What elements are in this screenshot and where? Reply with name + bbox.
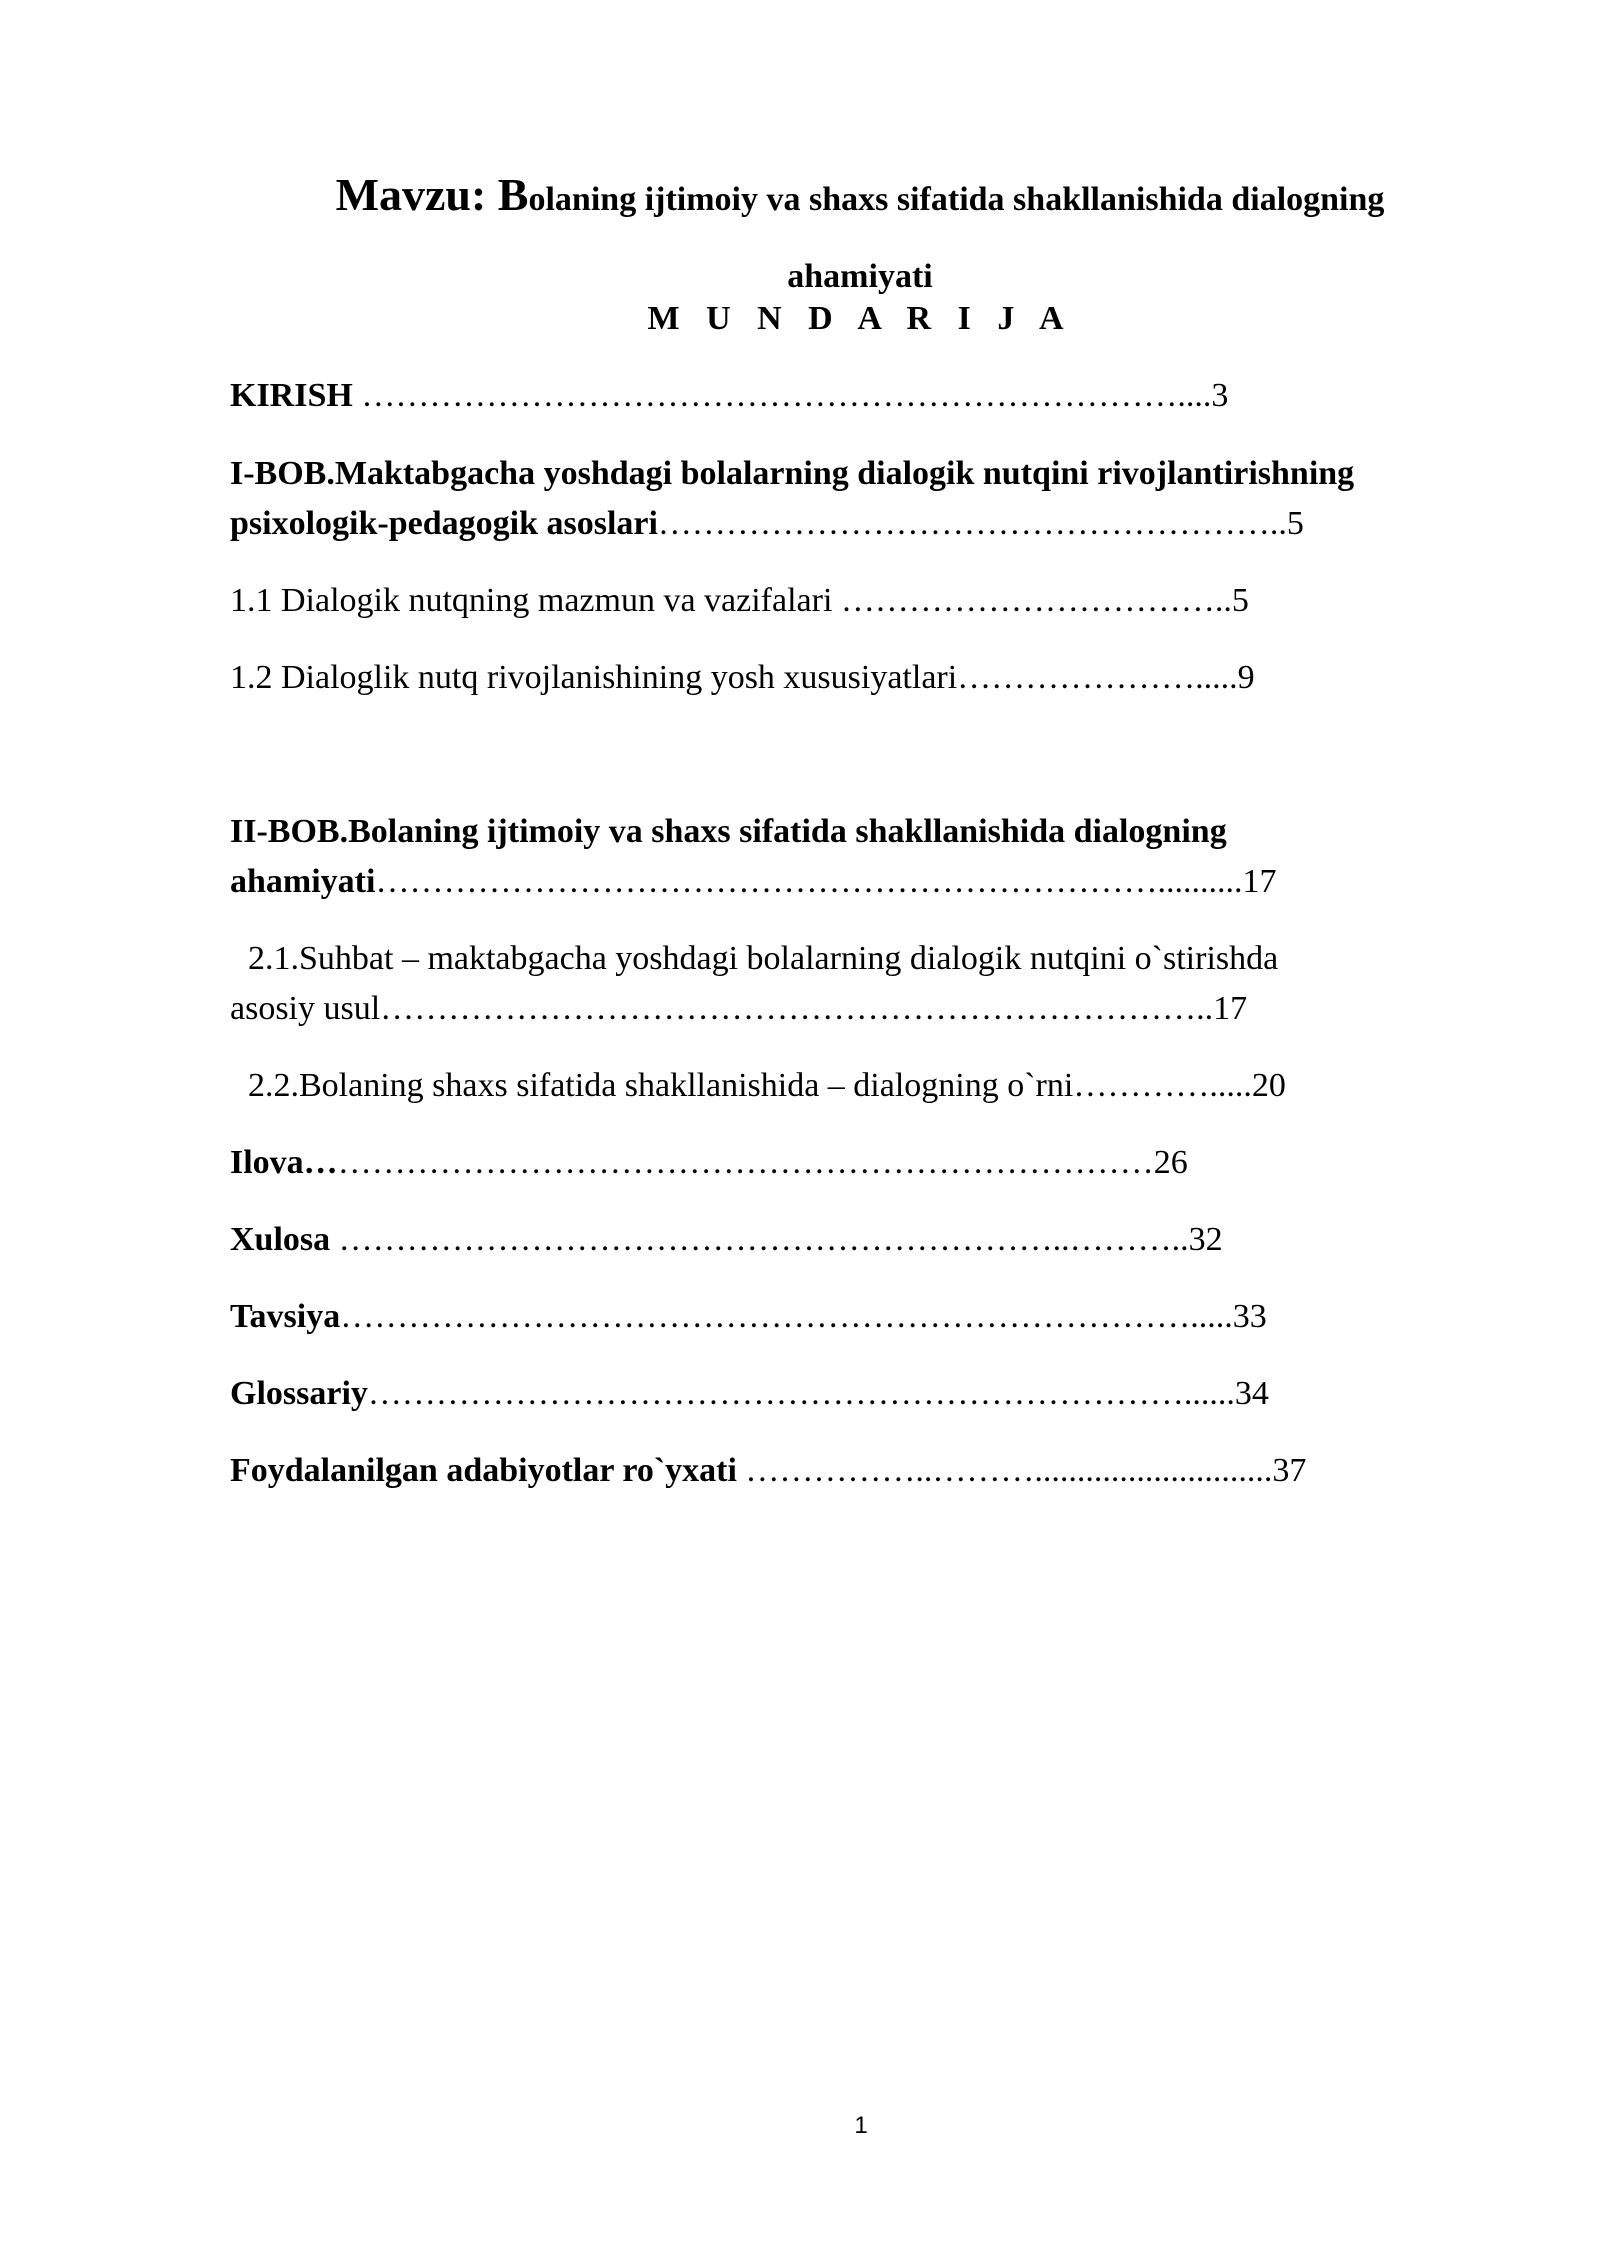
document-title	[160, 170, 1560, 225]
toc-label: Tavsiya	[230, 1298, 341, 1335]
toc-label: Xulosa	[230, 1221, 331, 1258]
toc-leader: ………………………………………………………..………..32	[330, 1221, 1223, 1258]
toc-entry-bob1-line2	[230, 500, 1304, 548]
toc-entry-ilova	[230, 1139, 1188, 1187]
toc-page: ..........17	[1157, 863, 1277, 900]
toc-leader: ……………………………………………………………	[375, 863, 1158, 900]
toc-page: ..5	[1269, 505, 1304, 542]
toc-label: Glossariy	[230, 1375, 368, 1412]
toc-entry-xulosa	[230, 1216, 1223, 1264]
toc-label: Ilova…	[230, 1144, 338, 1181]
toc-entry-glossariy	[230, 1370, 1269, 1418]
toc-leader: ……………..………............................37	[736, 1452, 1307, 1489]
toc-entry-bob2-line2	[230, 858, 1276, 906]
toc-leader: ………………………………………………………………	[352, 377, 1178, 414]
toc-leader: ………………………………………………………………26	[337, 1144, 1188, 1181]
page-number: 1	[854, 2112, 868, 2139]
toc-leader: ………………………………………………………………......34	[367, 1375, 1269, 1412]
toc-entry-kirish	[230, 372, 1228, 420]
toc-label: ahamiyati	[230, 863, 376, 900]
toc-entry-tavsiya	[230, 1293, 1267, 1341]
toc-entry-1-1: 1.1 Dialogik nutqning mazmun va vazifalari ……………………………..5	[230, 582, 1249, 619]
title-prefix: Mavzu: B	[335, 169, 529, 220]
toc-page: ....3	[1177, 377, 1229, 414]
toc-entry-2-1-line1: 2.1.Suhbat – maktabgacha yoshdagi bolalarning dialogik nutqini o`stirishda	[248, 940, 1279, 977]
contents-heading: M U N D A R I J A	[647, 300, 1073, 337]
toc-entry-2-2: 2.2.Bolaning shaxs sifatida shakllanishida – dialogning o`rni………….....20	[248, 1067, 1286, 1104]
toc-entry-2-1-line2: asosiy usul………………………………………………………………..17	[230, 990, 1248, 1027]
toc-entry-adabiyotlar	[230, 1447, 1306, 1495]
toc-label: KIRISH	[230, 377, 353, 414]
toc-leader: ………………………………………………	[657, 505, 1270, 542]
toc-entry-bob2-line1: II-BOB.Bolaning ijtimoiy va shaxs sifatida shakllanishida dialogning	[230, 813, 1227, 850]
toc-label: psixologik-pedagogik asoslari	[230, 505, 658, 542]
toc-leader: ………………………………………………………………….....33	[340, 1298, 1267, 1335]
toc-entry-bob1-line1: I-BOB.Maktabgacha yoshdagi bolalarning dialogik nutqini rivojlantirishning	[230, 455, 1355, 492]
title-rest: olaning ijtimoiy va shaxs sifatida shakllanishida dialogning	[528, 181, 1385, 218]
toc-label: Foydalanilgan adabiyotlar ro`yxati	[230, 1452, 737, 1489]
document-title-line2: ahamiyati	[787, 258, 933, 295]
toc-entry-1-2: 1.2 Dialoglik nutq rivojlanishining yosh xususiyatlari………………….....9	[230, 659, 1255, 696]
